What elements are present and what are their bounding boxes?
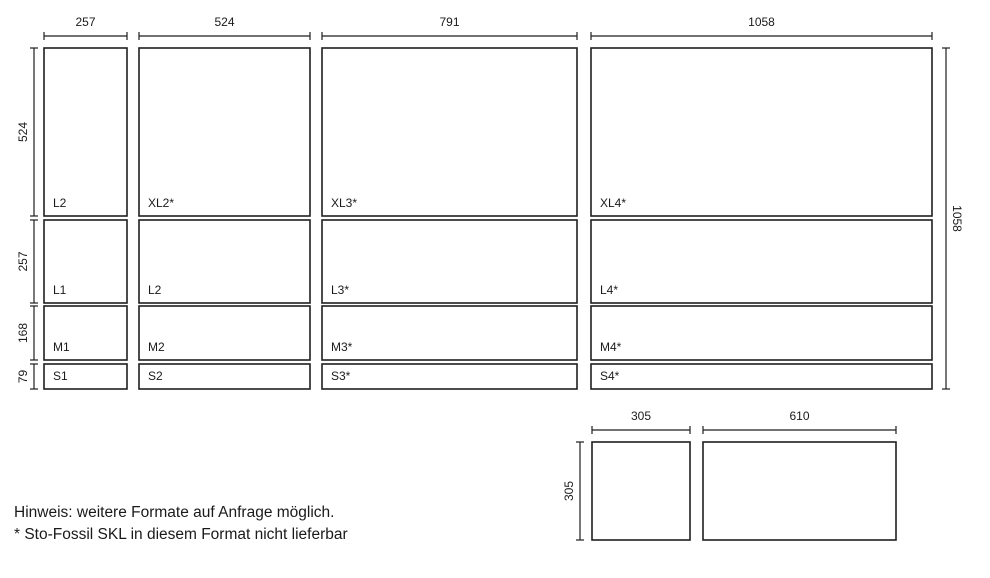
tile-m3-star bbox=[322, 306, 577, 360]
tile-l3-star bbox=[322, 220, 577, 303]
tile-label: L1 bbox=[53, 283, 67, 297]
tile-xl2-star bbox=[139, 48, 310, 216]
tile-label: M1 bbox=[53, 340, 70, 354]
tile-s2 bbox=[139, 364, 310, 389]
hint-note: Hinweis: weitere Formate auf Anfrage möglich. bbox=[14, 504, 335, 521]
tile-s3-star bbox=[322, 364, 577, 389]
tile-label: XL2* bbox=[148, 196, 175, 210]
tile-xl3-star bbox=[322, 48, 577, 216]
extra-height-dim-label: 305 bbox=[562, 480, 576, 502]
width-dim-791-label: 791 bbox=[439, 15, 460, 29]
tile-label: S3* bbox=[331, 369, 351, 383]
extra-tile-610 bbox=[703, 442, 896, 540]
tile-label: S4* bbox=[600, 369, 620, 383]
tile-label: S1 bbox=[53, 369, 68, 383]
height-dim-257-label: 257 bbox=[16, 251, 30, 272]
width-dim-257-label: 257 bbox=[75, 15, 96, 29]
height-dim-168-label: 168 bbox=[16, 322, 30, 344]
asterisk-note: * Sto-Fossil SKL in diesem Format nicht lieferbar bbox=[14, 526, 348, 543]
tile-l4-star bbox=[591, 220, 932, 303]
extra-tile-305 bbox=[592, 442, 690, 540]
tile-l2 bbox=[139, 220, 310, 303]
extra-width-dim-610-label: 610 bbox=[789, 409, 810, 423]
height-dim-79-label: 79 bbox=[16, 369, 30, 384]
width-dim-524-label: 524 bbox=[214, 15, 235, 29]
extra-width-dim-305-label: 305 bbox=[630, 409, 652, 423]
height-dim-524-label: 524 bbox=[16, 121, 30, 143]
tile-l2 bbox=[44, 48, 127, 216]
total-height-dim-label: 1058 bbox=[950, 205, 964, 232]
tile-label: L2 bbox=[53, 196, 67, 210]
tile-label: S2 bbox=[148, 369, 163, 383]
width-dim-1058-label: 1058 bbox=[748, 15, 775, 29]
tile-label: L3* bbox=[331, 283, 350, 297]
tile-label: L4* bbox=[600, 283, 619, 297]
tile-label: XL4* bbox=[600, 196, 627, 210]
tile-s4-star bbox=[591, 364, 932, 389]
tile-label: L2 bbox=[148, 283, 162, 297]
tile-label: XL3* bbox=[331, 196, 358, 210]
tile-label: M3* bbox=[331, 340, 353, 354]
tile-label: M2 bbox=[148, 340, 165, 354]
tile-m4-star bbox=[591, 306, 932, 360]
notes bbox=[14, 502, 348, 546]
tile-label: M4* bbox=[600, 340, 622, 354]
tile-xl4-star bbox=[591, 48, 932, 216]
